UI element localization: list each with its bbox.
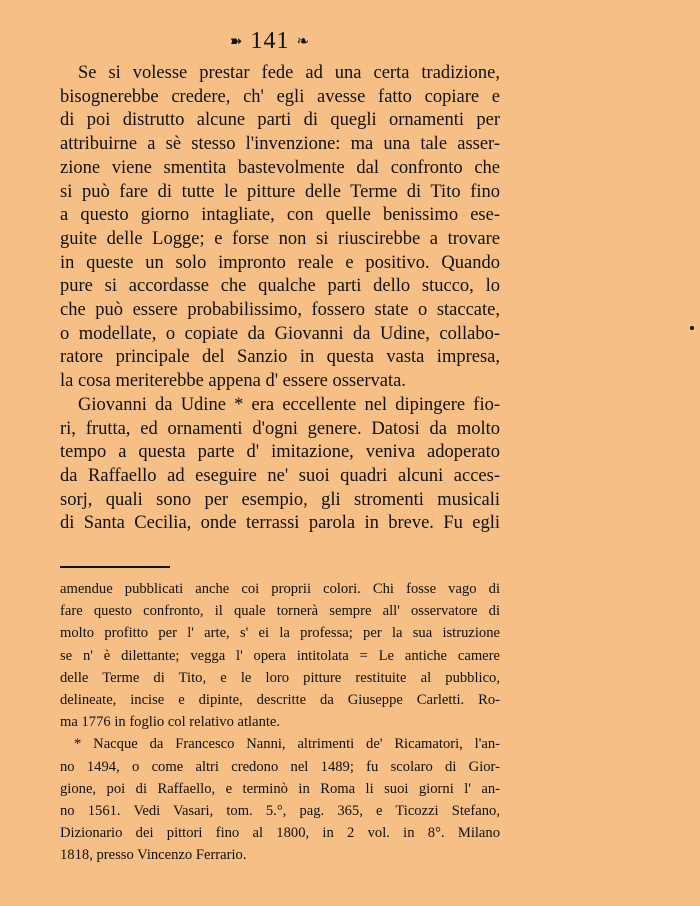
text-line: attribuirne a sè stesso l'invenzione: ma una tale asser- [60,134,500,155]
main-text [60,62,500,536]
text-line: Se si volesse prestar fede ad una certa tradizione, [78,63,500,83]
footnote-divider [60,566,170,568]
footnote-line: amendue pubblicati anche coi proprii colori. Chi fosse vago di [60,581,500,597]
left-ornament-icon: ➽ [229,34,244,50]
footnote-line: se n' è dilettante; vegga l' opera intitolata = Le antiche camere [60,647,500,664]
text-line: tempo a questa parte d' imitazione, veniva adoperato [60,442,500,463]
text-line: da Raffaello ad eseguire ne' suoi quadri alcuni acces- [60,465,500,486]
footnote-line: Dizionario dei pittori fino al 1800, in 2 vol. in 8°. Milano [60,825,500,842]
footnote-line: fare questo confronto, il quale tornerà sempre all' osservatore di [60,603,500,620]
text-line: bisognerebbe credere, ch' egli avesse fatto copiare e [60,86,500,107]
text-line: pure si accordasse che qualche parti dello stucco, lo [60,276,500,297]
footnote-line: * Nacque da Francesco Nanni, altrimenti de' Ricamatori, l'an- [74,736,500,753]
ink-speck [690,326,694,330]
text-line: si può fare di tutte le pitture delle Terme di Tito fino [60,181,500,202]
footnote-line: no 1494, o come altri credono nel 1489; fu scolaro di Gior- [60,758,500,775]
text-line: in queste un solo impronto reale e positivo. Quando [60,252,500,273]
right-ornament-icon: ❧ [296,34,311,50]
footnote-line: 1818, presso Vincenzo Ferrario. [60,847,247,864]
footnote-line: no 1561. Vedi Vasari, tom. 5.°, pag. 365, e Ticozzi Stefano, [60,803,500,820]
footnote-line: delle Terme di Tito, e le loro pitture restituite al pubblico, [60,669,500,686]
text-line: Giovanni da Udine * era eccellente nel dipingere fio- [78,394,500,415]
footnotes [60,578,500,867]
text-line: la cosa meriterebbe appena d' essere osservata. [60,371,406,392]
footnote-line: ma 1776 in foglio col relativo atlante. [60,714,281,731]
page-number-header [0,28,540,55]
text-line: zione viene smentita bastevolmente dal confronto che [60,157,500,178]
footnote-line: delineate, incise e dipinte, descritte da Giuseppe Carletti. Ro- [60,692,500,709]
text-line: sorj, quali sono per esempio, gli stromenti musicali [60,489,500,510]
text-line: o modellate, o copiate da Giovanni da Udine, collabo- [60,323,500,344]
page-number: 141 [250,28,290,54]
text-line: di Santa Cecilia, onde terrassi parola in breve. Fu egli [60,513,500,534]
text-line: ri, frutta, ed ornamenti d'ogni genere. Datosi da molto [60,418,500,439]
footnote-line: gione, poi di Raffaello, e terminò in Roma li suoi giorni l' an- [60,780,500,797]
text-line: di poi distrutto alcune parti di quegli ornamenti per [60,110,500,131]
text-line: che può essere probabilissimo, fossero state o staccate, [60,300,500,321]
text-line: ratore principale del Sanzio in questa vasta impresa, [60,347,500,368]
text-line: a questo giorno intagliate, con quelle benissimo ese- [60,205,500,226]
text-line: guite delle Logge; e forse non si riuscirebbe a trovare [60,228,500,249]
footnote-line: molto profitto per l' arte, s' ei la professa; per la sua istruzione [60,625,500,642]
